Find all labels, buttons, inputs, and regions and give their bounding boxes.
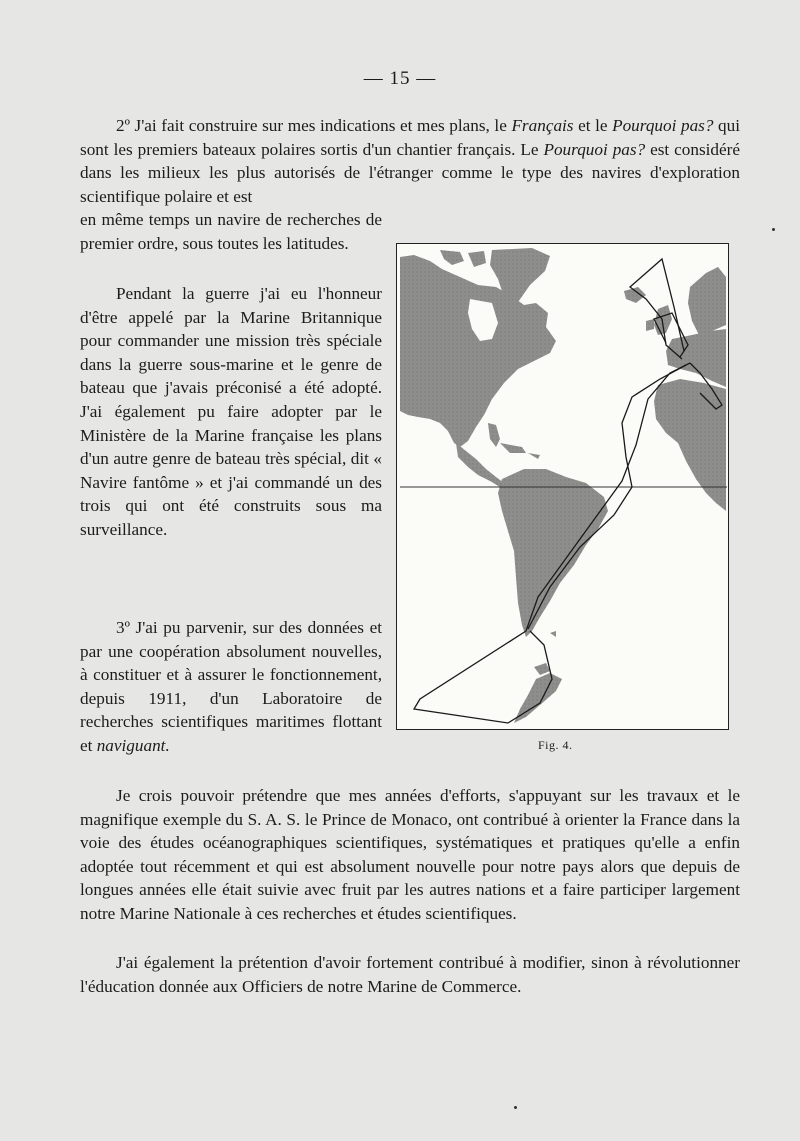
paragraph-2: Pendant la guerre j'ai eu l'honneur d'être appelé par la Marine Britannique pour commander une mission très spéciale dans la guerre sous-marine et le genre de bateau que j'avais préconisé a été adopté. J'ai également pu faire adopter par le Ministère de la Marine française les plans d'un autre genre de bateau très spécial, dit « Navire fantôme » et j'ai commandé un des trois qui ont été construits sous ma surveillance.	[80, 284, 382, 539]
caribbean-islands	[500, 443, 540, 459]
arctic-islands	[440, 250, 486, 267]
paragraph-3: 3º J'ai pu parvenir, sur des données et par une coopération absolument nouvelles, à constituer et à assurer le fonctionnement, depuis 1911, d'un Laboratoire de recherches scientifiques maritimes flottant et naviguant.	[80, 618, 382, 755]
florida-peninsula	[488, 423, 500, 447]
south-america-landmass	[498, 469, 608, 637]
figure-caption: Fig. 4.	[538, 738, 573, 752]
expedition-map	[400, 247, 727, 728]
paper-speck	[514, 1106, 517, 1109]
paragraph-1: 2º J'ai fait construire sur mes indications et mes plans, le Français et le Pourquoi pas? qui sont les premiers bateaux polaires sortis d'un chantier français. Le Pourquoi pas? est considéré dans les milieux les plus autorisés de l'étranger comme le type des navires d'exploration scientifique polaire et est	[80, 116, 741, 206]
iceland	[624, 287, 646, 303]
central-america	[456, 443, 504, 487]
europe-landmass	[666, 329, 726, 387]
page-number: — 15 —	[363, 68, 437, 89]
paragraph-4: Je crois pouvoir prétendre que mes années d'efforts, s'appuyant sur les travaux et le magnifique exemple du S. A. S. le Prince de Monaco, ont contribué à orienter la France dans la voie des études océanographiques scientifiques, systématiques et pratiques qu'elle a enfin adoptée tout récemment et qui est absolument nouvelle pour notre pays alors que depuis de longues années elle était suivie avec fruit par les autres nations et a faire participer largement notre Marine Nationale à ces recherches et études scientifiques.	[80, 786, 740, 923]
paragraph-5: J'ai également la prétention d'avoir fortement contribué à modifier, sinon à révolutionner l'éducation donnée aux Officiers de notre Marine de Commerce.	[80, 953, 740, 996]
paragraph-1-continued: en même temps un navire de recherches de premier ordre, sous toutes les latitudes.	[80, 210, 382, 253]
africa-landmass	[654, 379, 726, 511]
north-america-landmass	[400, 255, 556, 447]
scandinavia	[688, 267, 726, 337]
paper-speck	[772, 228, 775, 231]
expedition-map-figure	[396, 243, 729, 730]
british-isles	[646, 305, 672, 335]
